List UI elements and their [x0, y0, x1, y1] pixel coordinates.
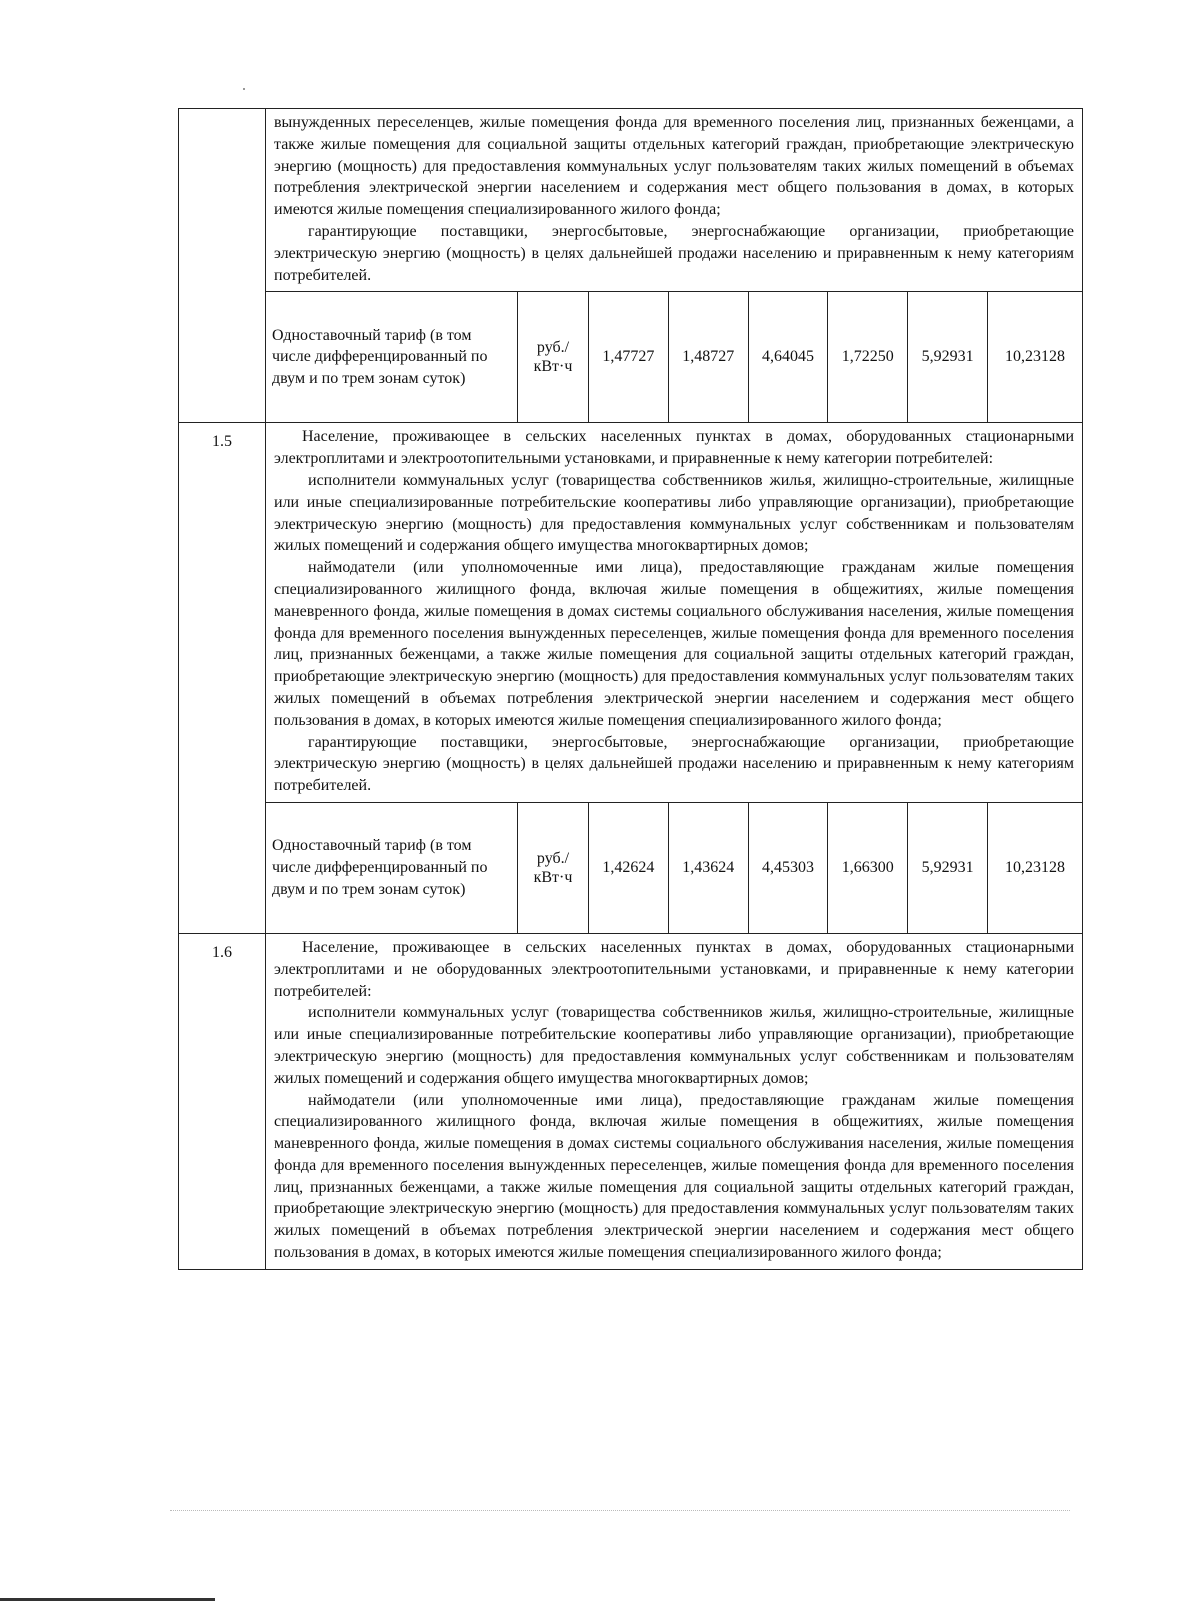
- paragraph: наймодатели (или уполномоченные ими лица), предоставляющие гражданам жилые помещения специализированного жилищного фонда, включая жилые помещения в общежитиях, жилые помещения маневренного фонда, жилые помещения в домах системы социального обслуживания населения, жилые помещения фонда для временного поселения вынужденных переселенцев, жилые помещения фонда для временного поселения лиц, признанных беженцами, а также жилые помещения для социальной защиты отдельных категорий граждан, приобретающие электрическую энергию (мощность) для предоставления коммунальных услуг пользователям таких жилых помещений в объемах потребления электрической энергии населением и содержания мест общего пользования в домах, в которых имеются жилые помещения специализированного жилого фонда;: [274, 559, 1074, 729]
- row-content: [266, 423, 1083, 934]
- row-number-empty: [179, 109, 266, 423]
- paragraph: гарантирующие поставщики, энергосбытовые, энергоснабжающие организации, приобретающие электрическую энергию (мощность) в целях дальнейшей продажи населению и приравненным к нему категориям потребителей.: [274, 222, 1074, 284]
- tariff-value: 4,64045: [748, 292, 828, 423]
- row-number: 1.6: [179, 933, 266, 1269]
- row-text: [266, 423, 1082, 802]
- row-text: [266, 934, 1082, 1269]
- paragraph: наймодатели (или уполномоченные ими лица), предоставляющие гражданам жилые помещения специализированного жилищного фонда, включая жилые помещения в общежитиях, жилые помещения маневренного фонда, жилые помещения в домах системы социального обслуживания населения, жилые помещения фонда для временного поселения вынужденных переселенцев, жилые помещения фонда для временного поселения лиц, признанных беженцами, а также жилые помещения для социальной защиты отдельных категорий граждан, приобретающие электрическую энергию (мощность) для предоставления коммунальных услуг пользователям таких жилых помещений в объемах потребления электрической энергии населением и содержания мест общего пользования в домах, в которых имеются жилые помещения специализированного жилого фонда;: [274, 1091, 1074, 1262]
- paragraph: Население, проживающее в сельских населенных пунктах в домах, оборудованных стационарными электроплитами и не оборудованных электроотопительными установками, и приравненные к нему категории потребителей:: [274, 938, 1074, 1000]
- tariff-value: 1,48727: [668, 292, 748, 423]
- tariff-value: 5,92931: [908, 802, 988, 933]
- tariff-label: Одноставочный тариф (в том числе дифференцированный по двум и по трем зонам суток): [266, 292, 518, 423]
- paragraph: исполнители коммунальных услуг (товарищества собственников жилья, жилищно-строительные, жилищные или иные специализированные потребительские кооперативы либо управляющие организации), приобретающие электрическую энергию (мощность) для предоставления коммунальных услуг собственникам и пользователям жилых помещений и содержания общего имущества многоквартирных домов;: [274, 1004, 1074, 1087]
- row-text: [266, 109, 1082, 291]
- tariff-label: Одноставочный тариф (в том числе дифференцированный по двум и по трем зонам суток): [266, 802, 518, 933]
- row-content: [266, 109, 1083, 423]
- paragraph: Население, проживающее в сельских населенных пунктах в домах, оборудованных стационарными электроплитами и электроотопительными установками, и приравненные к нему категории потребителей:: [274, 428, 1074, 468]
- scan-edge-bar: [0, 1598, 215, 1601]
- tariff-values-row: [266, 291, 1082, 422]
- tariff-value: 1,72250: [828, 292, 908, 423]
- tariff-value: 1,43624: [668, 802, 748, 933]
- row-number: 1.5: [179, 423, 266, 934]
- tariff-value: 1,66300: [828, 802, 908, 933]
- paragraph: вынужденных переселенцев, жилые помещения фонда для временного поселения лиц, признанных беженцами, а также жилые помещения для социальной защиты отдельных категорий граждан, приобретающие электрическую энергию (мощность) для предоставления коммунальных услуг пользователям таких жилых помещений в объемах потребления электрической энергии населением и содержания мест общего пользования в домах, в которых имеются жилые помещения специализированного жилого фонда;: [274, 114, 1074, 219]
- tariff-value: 10,23128: [988, 292, 1083, 423]
- table-row-1-6: [179, 933, 1083, 1269]
- tariff-values-row: [266, 802, 1082, 933]
- tariff-value: 1,42624: [589, 802, 669, 933]
- paragraph: исполнители коммунальных услуг (товарищества собственников жилья, жилищно-строительные, жилищные или иные специализированные потребительские кооперативы либо управляющие организации), приобретающие электрическую энергию (мощность) для предоставления коммунальных услуг собственникам и пользователям жилых помещений и содержания общего имущества многоквартирных домов;: [274, 471, 1074, 555]
- tariff-value: 5,92931: [908, 292, 988, 423]
- tariff-value: 4,45303: [748, 802, 828, 933]
- tariff-value: 1,47727: [589, 292, 669, 423]
- table-row-1-5: [179, 423, 1083, 934]
- tariff-table: [178, 108, 1083, 1270]
- row-content: [266, 933, 1083, 1269]
- scan-artifact-line: [170, 1510, 1070, 1512]
- tariff-value: 10,23128: [988, 802, 1083, 933]
- tariff-unit: руб./ кВт·ч: [518, 292, 589, 423]
- paragraph: гарантирующие поставщики, энергосбытовые, энергоснабжающие организации, приобретающие электрическую энергию (мощность) в целях дальнейшей продажи населению и приравненным к нему категориям потребителей.: [274, 733, 1074, 795]
- scan-speck: [243, 88, 245, 90]
- table-row-continuation: [179, 109, 1083, 423]
- tariff-unit: руб./ кВт·ч: [518, 802, 589, 933]
